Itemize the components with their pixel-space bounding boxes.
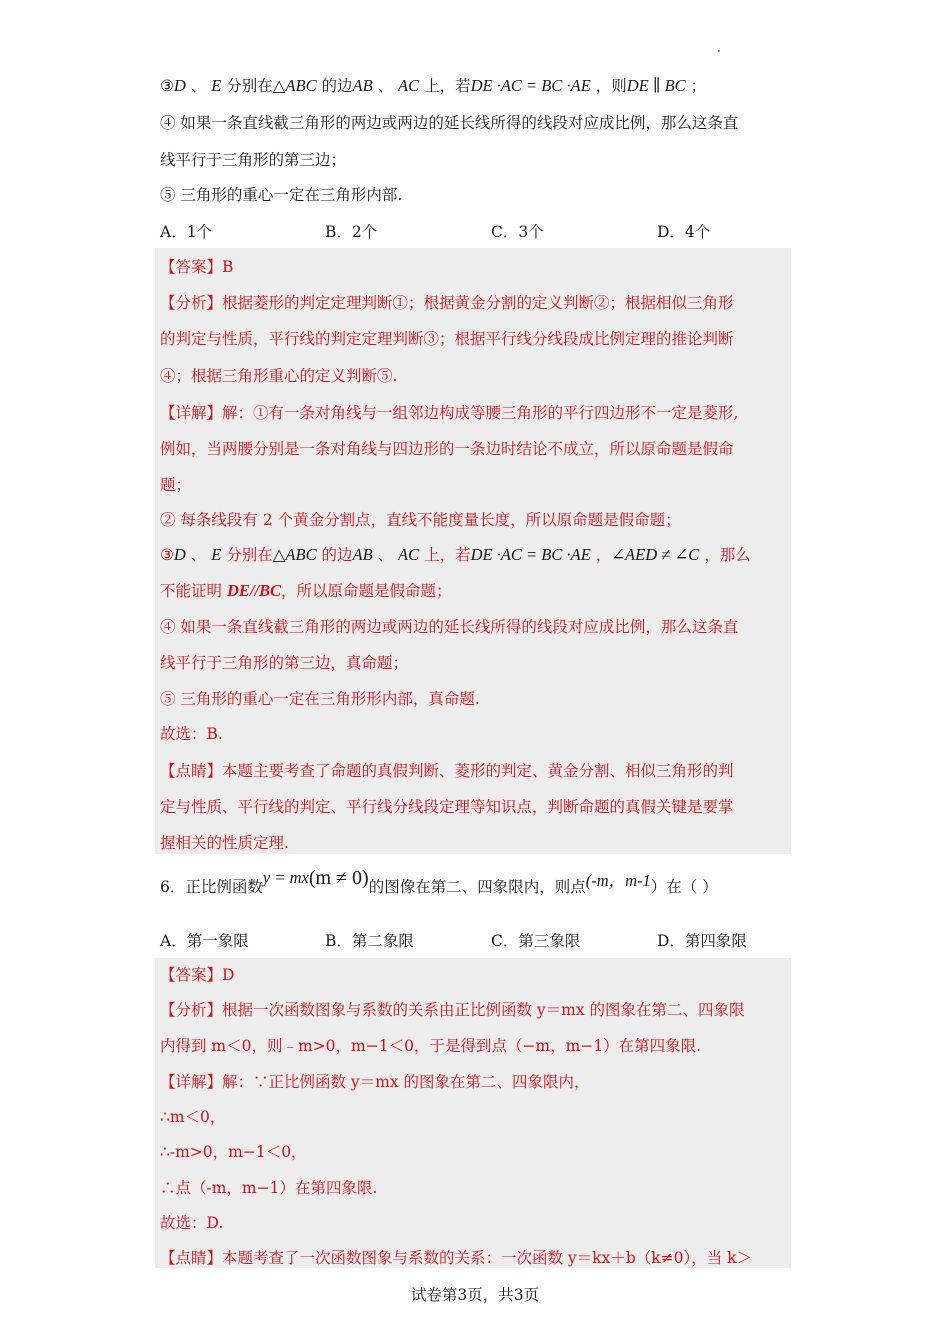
text: 的边: [316, 546, 353, 564]
text: ，所以原命题是假命题；: [281, 582, 452, 600]
option-d: D．4个: [657, 223, 711, 241]
text: ，那么: [699, 546, 751, 564]
text: ）在（ ）: [650, 878, 718, 896]
page-footer: 试卷第3页，共3页: [410, 1286, 540, 1304]
q6-analysis-2: 内得到 m＜0，则﹣m>0，m−1＜0，于是得到点（−m，m−1）在第四象限.: [160, 1037, 702, 1055]
q6-detail-2: ∴m＜0，: [160, 1108, 226, 1126]
separator: 、: [185, 546, 212, 564]
q5-detail-3: 题；: [160, 476, 192, 494]
condition-formula: DE ·AC = BC ·AE: [470, 545, 591, 564]
q5-detail-statement-3: ③D 、 E 分别在△ABC 的边AB 、 AC 上，若DE ·AC = BC ·AE ，∠AED ≠ ∠C ，那么: [160, 545, 751, 564]
q5-detail-statement-5: ⑤ 三角形的重心一定在三角形形内部，真命题.: [160, 690, 480, 708]
text: 分别在: [221, 77, 273, 95]
option-c: C．第三象限: [491, 932, 581, 950]
statement-5: ⑤ 三角形的重心一定在三角形内部.: [160, 186, 403, 204]
text: 分别在: [221, 546, 273, 564]
separator: 、: [372, 546, 399, 564]
q6-stem: [160, 867, 718, 897]
option-c: C．3个: [491, 223, 544, 241]
separator: 、: [372, 77, 399, 95]
side-ac: AC: [398, 545, 420, 564]
q5-detail-statement-4-1: ④ 如果一条直线截三角形的两边或两边的延长线所得的线段对应成比例，那么这条直: [160, 618, 739, 636]
q5-detail-1: 【详解】解：①有一条对角线与一组邻边构成等腰三角形的平行四边形不一定是菱形,: [160, 404, 739, 422]
statement-4-line2: 线平行于三角形的第三边；: [160, 151, 347, 169]
point-d: D: [173, 76, 186, 95]
q6-comment: 【点睛】本题考查了一次函数图象与系数的关系：一次函数 y＝kx＋b（k≠0），当 k＞: [160, 1249, 753, 1267]
function-formula: y = mx: [262, 868, 309, 887]
side-ab: AB: [352, 545, 373, 564]
q5-analysis-1: 【分析】根据菱形的判定定理判断①；根据黄金分割的定义判断②；根据相似三角形: [160, 294, 734, 312]
point-coordinates: (-m，m-1: [585, 871, 651, 890]
triangle-abc: △ABC: [272, 545, 317, 564]
q5-comment-3: 握相关的性质定理.: [160, 834, 289, 852]
option-d: D．第四象限: [657, 932, 747, 950]
text: ，则: [590, 77, 627, 95]
angle-condition: ∠AED ≠ ∠C: [611, 545, 700, 564]
q5-answer: 【答案】B: [160, 258, 234, 276]
q6-analysis-1: 【分析】根据一次函数图象与系数的关系由正比例函数 y＝mx 的图象在第二、四象限: [160, 1001, 745, 1019]
q6-answer: 【答案】D: [160, 966, 235, 984]
q5-detail-golden: ② 每条线段有 2 个黄金分割点，直线不能度量长度，所以原命题是假命题；: [160, 511, 681, 529]
text: 的边: [316, 77, 353, 95]
triangle-abc: △ABC: [272, 76, 317, 95]
q6-detail-3: ∴-m>0，m−1＜0，: [160, 1143, 307, 1161]
option-a: A．1个: [160, 223, 213, 241]
circled-3: ③: [160, 546, 174, 564]
page-mark: [718, 50, 720, 52]
parallel-formula: DE//BC: [226, 581, 282, 600]
option-a: A．第一象限: [160, 932, 249, 950]
side-ab: AB: [352, 76, 373, 95]
function-condition: (m ≠ 0): [308, 867, 369, 889]
separator: 、: [185, 77, 212, 95]
point-d: D: [173, 545, 186, 564]
option-b: B．2个: [325, 223, 378, 241]
condition-formula: DE ·AC = BC ·AE: [470, 76, 591, 95]
text: 的图像在第二、四象限内，则点: [368, 878, 586, 896]
text: 上，若: [419, 77, 471, 95]
q6-detail-1: 【详解】解：∵正比例函数 y＝mx 的图象在第二、四象限内，: [160, 1073, 590, 1091]
q5-comment-2: 定与性质、平行线的判定、平行线分线段定理等知识点，判断命题的真假关键是要掌: [160, 798, 734, 816]
q5-detail-2: 例如，当两腰分别是一条对角线与四边形的一条边时结论不成立，所以原命题是假命: [160, 440, 734, 458]
point-e: E: [211, 545, 222, 564]
text: 上，若: [419, 546, 471, 564]
statement-4-line1: ④ 如果一条直线截三角形的两边或两边的延长线所得的线段对应成比例，那么这条直: [160, 114, 739, 132]
side-ac: AC: [398, 76, 420, 95]
point-e: E: [211, 76, 222, 95]
option-b: B．第二象限: [325, 932, 414, 950]
q6-detail-4: ∴点（-m，m−1）在第四象限.: [160, 1179, 378, 1197]
q6-number: 6．正比例函数: [160, 878, 263, 896]
q6-choose: 故选：D.: [160, 1214, 224, 1232]
text: 不能证明: [160, 582, 227, 600]
q5-detail-statement-4-2: 线平行于三角形的第三边，真命题；: [160, 654, 409, 672]
circled-3: ③: [160, 77, 174, 95]
q5-comment-1: 【点睛】本题主要考查了命题的真假判断、菱形的判定、黄金分割、相似三角形的判: [160, 762, 734, 780]
q5-analysis-2: 的判定与性质，平行线的判定定理判断③；根据平行线分线段成比例定理的推论判断: [160, 330, 734, 348]
q5-analysis-3: ④；根据三角形重心的定义判断⑤.: [160, 367, 398, 385]
statement-3: [160, 76, 706, 96]
q5-choose: 故选：B.: [160, 725, 223, 743]
conclusion-formula: DE ∥ BC: [626, 76, 686, 95]
q5-detail-statement-3-line2: [160, 581, 452, 601]
text: ；: [685, 77, 707, 95]
